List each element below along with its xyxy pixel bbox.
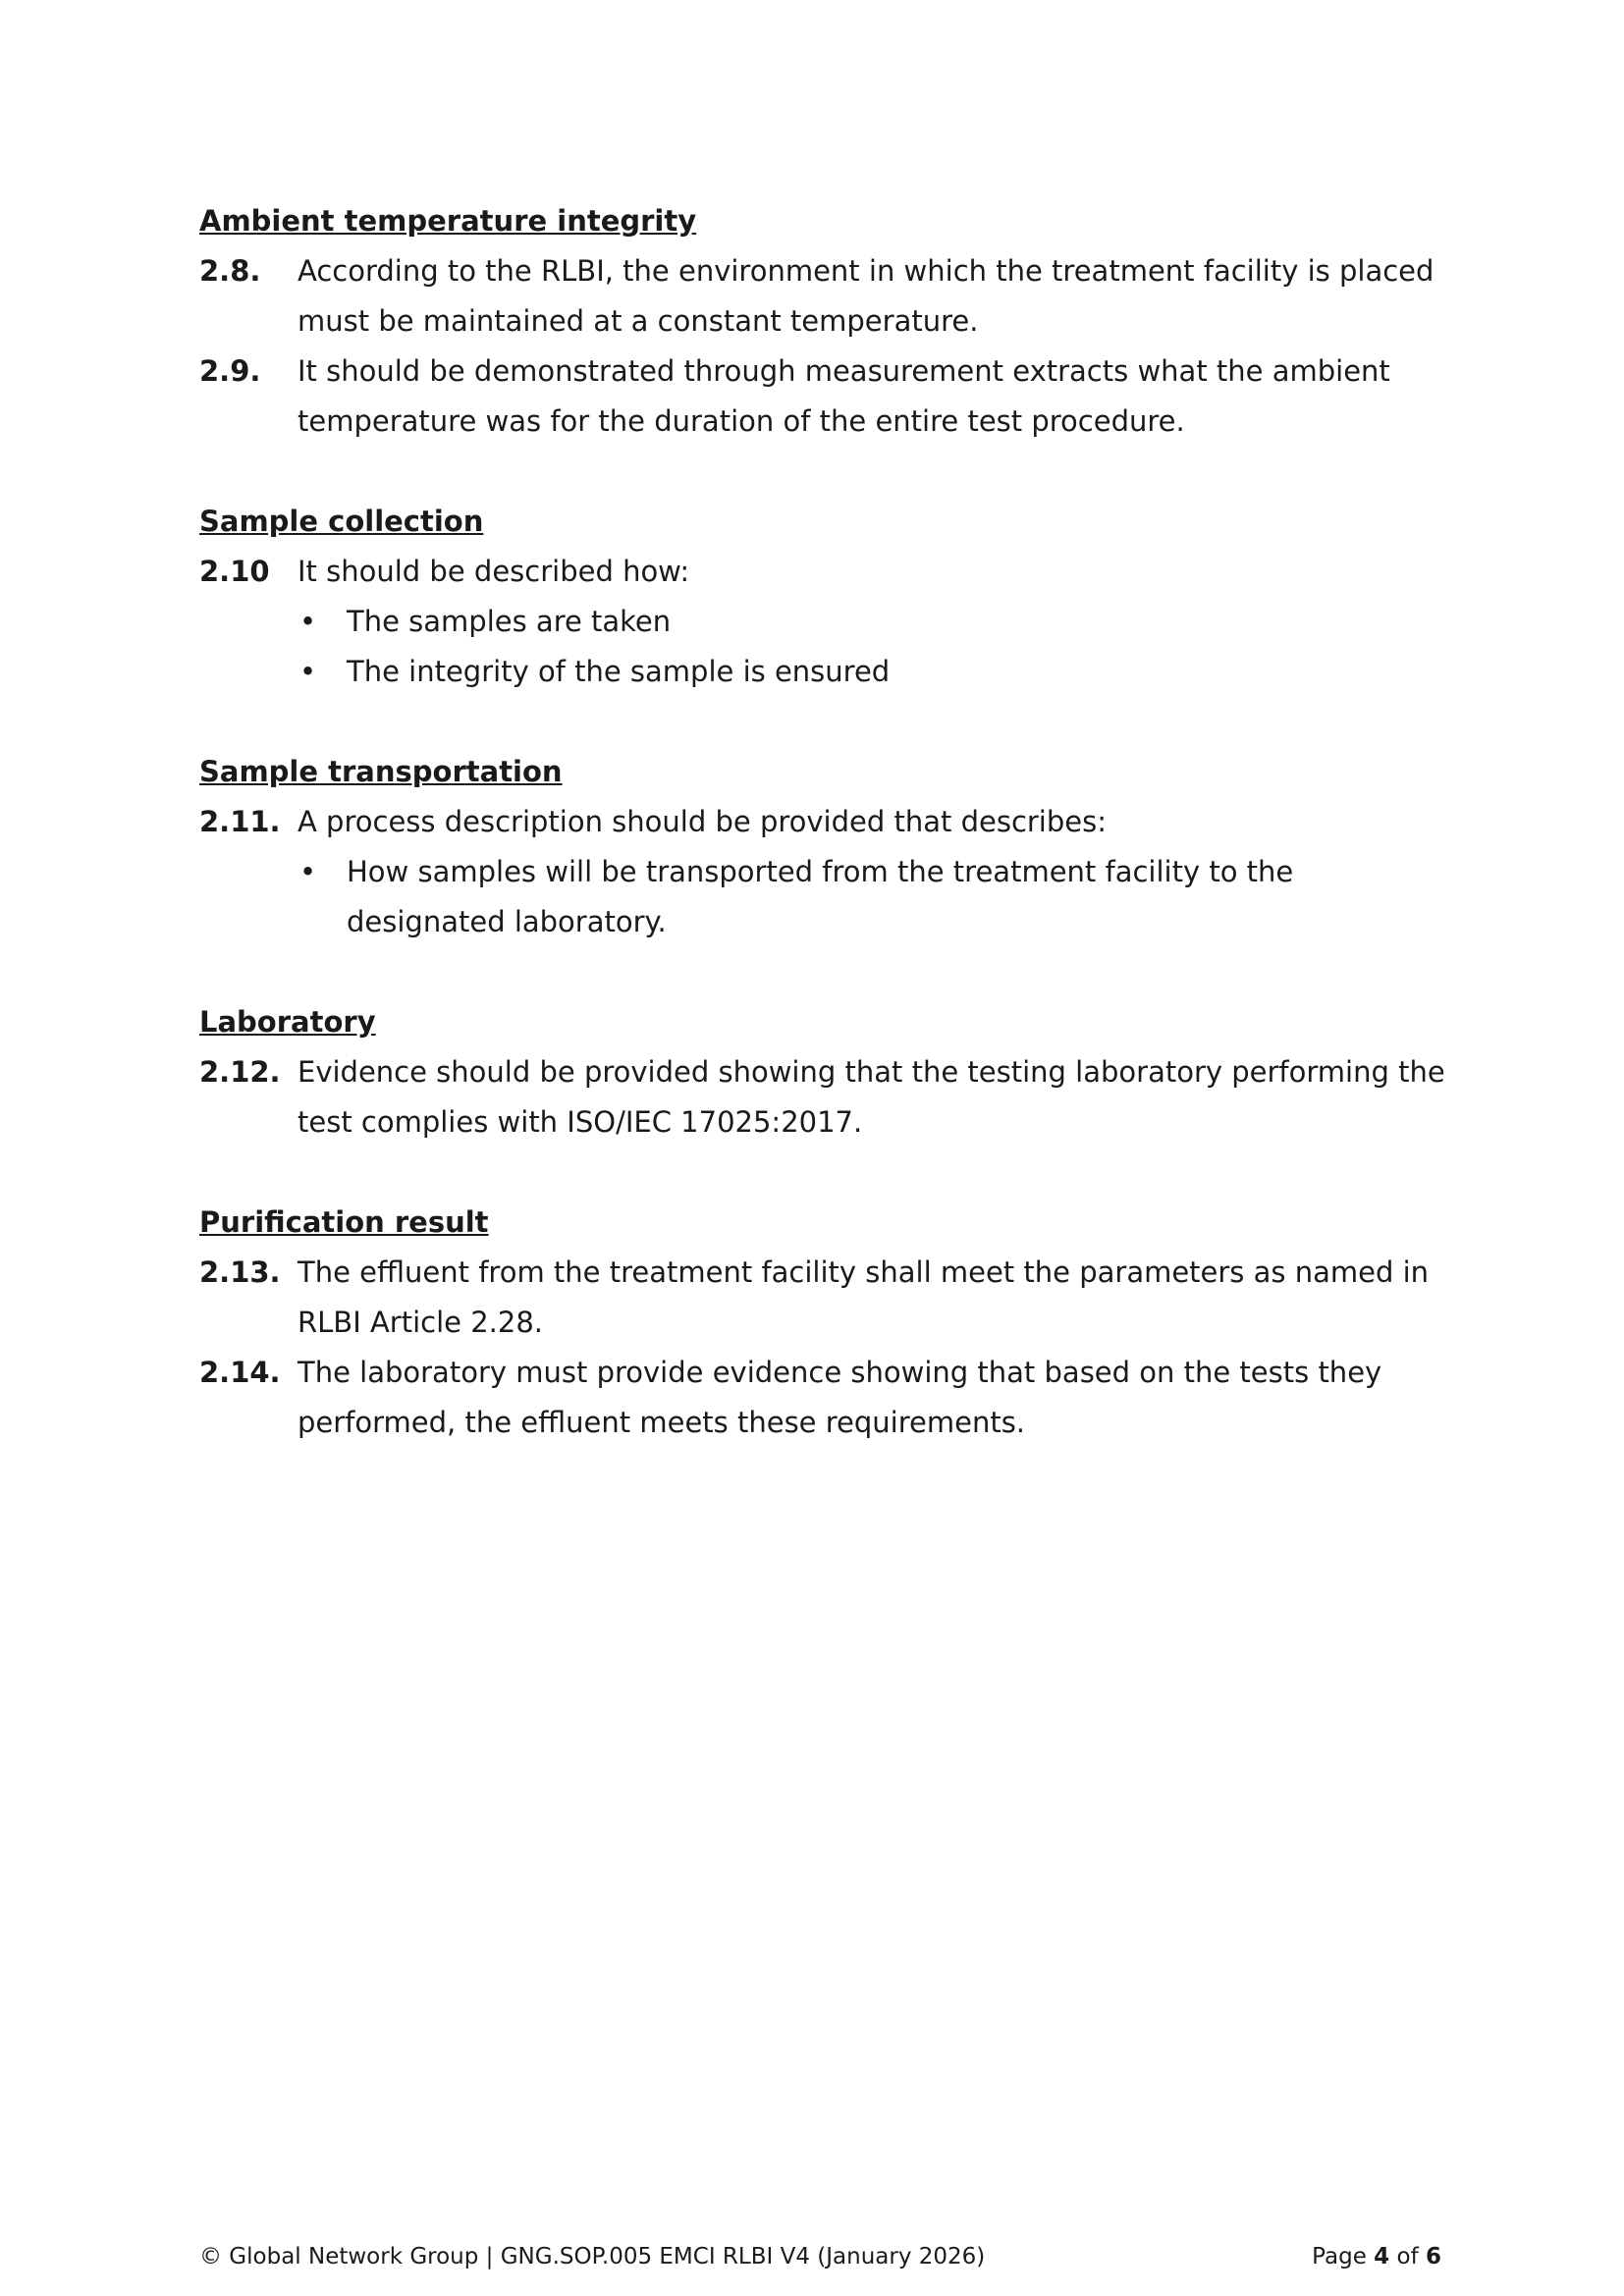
page-of: of [1396,2244,1419,2269]
page-number [1312,2242,1441,2271]
bullet-icon: • [299,855,317,888]
clause-text: Evidence should be provided showing that the testing laboratory performing the test complies with ISO/IEC 17025:2017. [298,1055,1445,1139]
list-item [298,647,1456,697]
bullet-icon: • [299,605,317,638]
clause-text: The laboratory must provide evidence showing that based on the tests they performed, the effluent meets these requirements. [298,1356,1382,1439]
clause-text: It should be demonstrated through measurement extracts what the ambient temperature was for the duration of the entire test procedure. [298,354,1390,438]
list-item [298,847,1456,947]
page-word: Page [1312,2244,1367,2269]
page-total: 6 [1425,2244,1441,2269]
section-heading: Laboratory [199,1005,376,1039]
section-heading: Sample transportation [199,755,563,788]
section-purification-result [199,1198,1456,1448]
clause-text: According to the RLBI, the environment in which the treatment facility is placed must be maintained at a constant temperature. [298,254,1435,338]
clause-number: 2.14. [199,1356,281,1389]
list-item [298,597,1456,647]
bullet-list [199,597,1456,697]
clause-number: 2.9. [199,354,261,388]
clause-number: 2.12. [199,1055,281,1089]
section-ambient-temperature-integrity [199,196,1456,447]
section-heading: Purification result [199,1205,489,1239]
list-item-text: How samples will be transported from the treatment facility to the designated laboratory. [347,855,1294,938]
clause-number: 2.10 [199,555,270,588]
clause-2-14 [199,1348,1456,1448]
clause-2-8 [199,246,1456,347]
section-heading: Ambient temperature integrity [199,204,697,238]
list-item-text: The samples are taken [347,605,672,638]
clause-2-11 [199,797,1456,847]
clause-text: A process description should be provided that describes: [298,805,1107,838]
document-body [199,196,1456,1498]
list-item-text: The integrity of the sample is ensured [347,655,891,688]
clause-2-12 [199,1047,1456,1148]
section-sample-transportation [199,747,1456,947]
clause-number: 2.11. [199,805,281,838]
clause-text: The effluent from the treatment facility shall meet the parameters as named in RLBI Article 2.28. [298,1255,1430,1339]
footer-document-reference: © Global Network Group | GNG.SOP.005 EMCI RLBI V4 (January 2026) [199,2244,986,2269]
bullet-icon: • [299,655,317,688]
section-heading: Sample collection [199,505,484,538]
clause-2-13 [199,1248,1456,1348]
clause-2-10 [199,547,1456,597]
page-footer [199,2242,1441,2271]
section-laboratory [199,997,1456,1148]
clause-2-9 [199,347,1456,447]
bullet-list [199,847,1456,947]
section-sample-collection [199,497,1456,697]
clause-number: 2.13. [199,1255,281,1289]
clause-number: 2.8. [199,254,261,288]
page-current: 4 [1374,2244,1390,2269]
clause-text: It should be described how: [298,555,690,588]
